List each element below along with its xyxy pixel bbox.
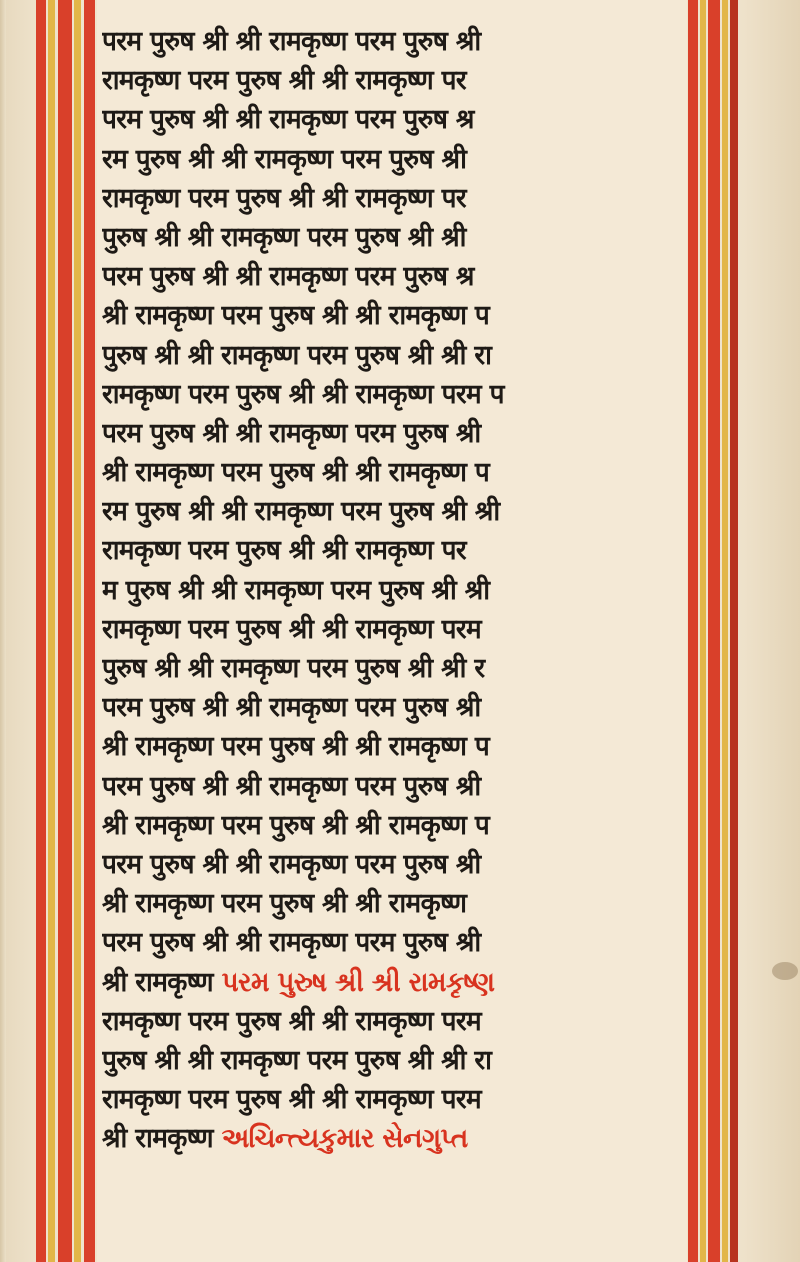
line-text: परम पुरुष श्री श्री रामकृष्ण परम पुरुष श्री bbox=[102, 417, 481, 449]
left-border-stripe-middle bbox=[58, 0, 72, 1262]
text-line bbox=[102, 179, 663, 218]
text-line bbox=[102, 610, 663, 649]
paper-stain bbox=[772, 962, 798, 980]
author-signature: અચિન્ત્યકુમાર સેનગુપ્ત bbox=[221, 1123, 468, 1155]
text-line bbox=[102, 492, 663, 531]
line-text: पुरुष श्री श्री रामकृष्ण परम पुरुष श्री श्री रा bbox=[102, 339, 492, 371]
page-right-margin bbox=[738, 0, 800, 1262]
text-line bbox=[102, 336, 663, 375]
line-text: परम पुरुष श्री श्री रामकृष्ण परम पुरुष श्री bbox=[102, 26, 481, 57]
line-text: रामकृष्ण परम पुरुष श्री श्री रामकृष्ण परम bbox=[102, 1005, 482, 1037]
text-line bbox=[102, 218, 663, 257]
mantra-text-block bbox=[102, 22, 680, 1158]
line-text: श्री रामकृष्ण परम पुरुष श्री श्री रामकृष्ण प bbox=[102, 457, 490, 489]
text-line bbox=[102, 100, 663, 139]
right-border-stripe-middle bbox=[708, 0, 720, 1262]
line-text: म पुरुष श्री श्री रामकृष्ण परम पुरुष श्री श्री bbox=[102, 574, 490, 606]
line-text: श्री रामकृष्ण bbox=[102, 1123, 214, 1155]
text-line bbox=[102, 453, 663, 492]
right-border-stripe-yellow-2 bbox=[722, 0, 728, 1262]
text-line bbox=[102, 414, 663, 453]
text-line-with-red-heading bbox=[102, 963, 663, 1002]
left-border-stripe-yellow-1 bbox=[48, 0, 55, 1262]
text-line bbox=[102, 845, 663, 884]
text-line bbox=[102, 531, 663, 570]
text-line bbox=[102, 375, 663, 414]
text-line bbox=[102, 1080, 663, 1119]
line-text: परम पुरुष श्री श्री रामकृष्ण परम पुरुष श्र bbox=[102, 261, 474, 293]
line-text: श्री रामकृष्ण परम पुरुष श्री श्री रामकृष्ण प bbox=[102, 809, 490, 841]
line-text: पुरुष श्री श्री रामकृष्ण परम पुरुष श्री श्री र bbox=[102, 653, 485, 684]
page-left-edge bbox=[0, 0, 6, 1262]
text-line bbox=[102, 923, 663, 962]
text-line bbox=[102, 806, 663, 845]
text-line bbox=[102, 22, 663, 61]
line-text: श्री रामकृष्ण परम पुरुष श्री श्री रामकृष्ण प bbox=[102, 300, 490, 332]
line-text: रामकृष्ण परम पुरुष श्री श्री रामकृष्ण पर bbox=[102, 65, 467, 97]
line-text: रामकृष्ण परम पुरुष श्री श्री रामकृष्ण पर bbox=[102, 182, 467, 214]
text-line bbox=[102, 884, 663, 923]
line-text: परम पुरुष श्री श्री रामकृष्ण परम पुरुष श्र bbox=[102, 104, 474, 136]
text-line bbox=[102, 296, 663, 335]
line-text: रामकृष्ण परम पुरुष श्री श्री रामकृष्ण परम प bbox=[102, 378, 504, 410]
text-line bbox=[102, 140, 663, 179]
text-line bbox=[102, 649, 663, 688]
line-text: रामकृष्ण परम पुरुष श्री श्री रामकृष्ण पर bbox=[102, 535, 467, 567]
text-line bbox=[102, 61, 663, 100]
line-text: परम पुरुष श्री श्री रामकृष्ण परम पुरुष श्री bbox=[102, 927, 481, 959]
text-line bbox=[102, 571, 663, 610]
line-text: रम पुरुष श्री श्री रामकृष्ण परम पुरुष श्री bbox=[102, 143, 467, 175]
text-line bbox=[102, 1041, 663, 1080]
line-text: पुरुष श्री श्री रामकृष्ण परम पुरुष श्री श्री bbox=[102, 221, 466, 253]
line-text: श्री रामकृष्ण परम पुरुष श्री श्री रामकृष्ण प bbox=[102, 731, 490, 763]
line-text: रामकृष्ण परम पुरुष श्री श्री रामकृष्ण परम bbox=[102, 613, 482, 645]
text-line bbox=[102, 257, 663, 296]
text-line-with-author-signature bbox=[102, 1119, 663, 1158]
line-text: रामकृष्ण परम पुरुष श्री श्री रामकृष्ण परम bbox=[102, 1084, 482, 1116]
text-line bbox=[102, 767, 663, 806]
line-text: परम पुरुष श्री श्री रामकृष्ण परम पुरुष श्री bbox=[102, 848, 481, 880]
right-border-stripe-inner bbox=[688, 0, 698, 1262]
line-text: परम पुरुष श्री श्री रामकृष्ण परम पुरुष श्री bbox=[102, 692, 481, 724]
line-text: परम पुरुष श्री श्री रामकृष्ण परम पुरुष श्री bbox=[102, 770, 481, 802]
right-border-stripe-yellow-1 bbox=[700, 0, 706, 1262]
text-line bbox=[102, 1002, 663, 1041]
line-text: श्री रामकृष्ण bbox=[102, 966, 214, 998]
left-border-stripe-outer bbox=[36, 0, 46, 1262]
text-line bbox=[102, 688, 663, 727]
red-mantra-heading: પરમ પુરુષ શ્રી શ્રી રામકૃષ્ણ bbox=[221, 966, 495, 998]
left-border-stripe-yellow-2 bbox=[74, 0, 81, 1262]
right-border-stripe-outer bbox=[730, 0, 738, 1262]
left-border-stripe-inner bbox=[84, 0, 95, 1262]
line-text: श्री रामकृष्ण परम पुरुष श्री श्री रामकृष्ण bbox=[102, 888, 467, 920]
text-line bbox=[102, 727, 663, 766]
line-text: पुरुष श्री श्री रामकृष्ण परम पुरुष श्री श्री रा bbox=[102, 1044, 492, 1076]
line-text: रम पुरुष श्री श्री रामकृष्ण परम पुरुष श्री श्री bbox=[102, 496, 500, 528]
